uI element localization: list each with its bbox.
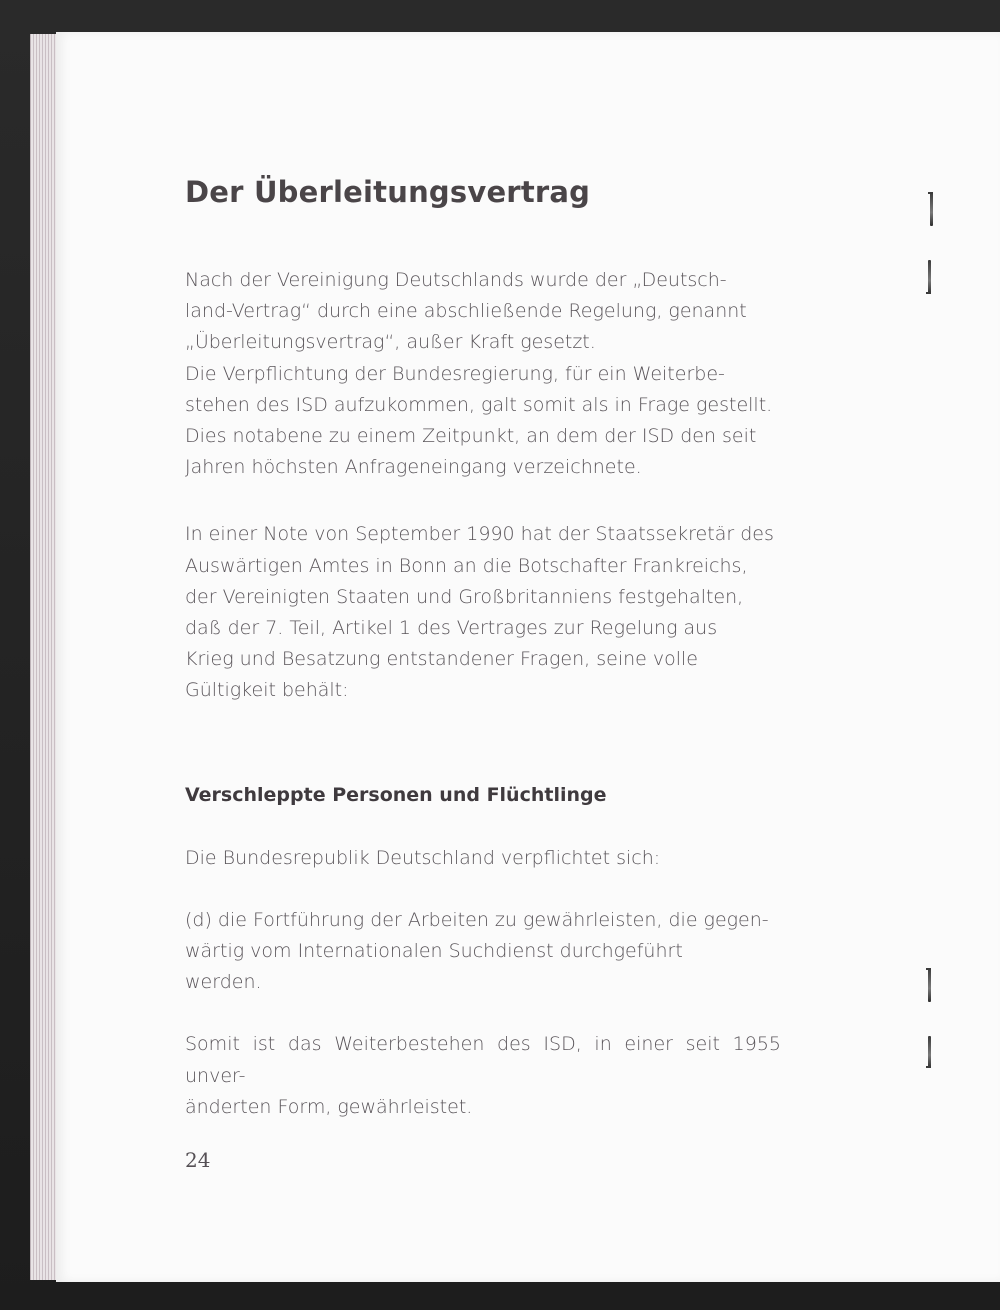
paragraph-1 [185, 265, 781, 483]
paragraph-line: Gültigkeit behält: [185, 679, 349, 702]
paragraph-line: Auswärtigen Amtes in Bonn an die Botschafter Frankreichs, [185, 554, 748, 577]
paragraph-line: wärtig vom Internationalen Suchdienst durchgeführt [185, 940, 683, 963]
paragraph-2 [185, 519, 781, 706]
paragraph-line: der Vereinigten Staaten und Großbritanniens festgehalten, [185, 585, 744, 608]
paragraph-line: Somit ist das Weiterbestehen des ISD, in einer seit 1955 unver- [185, 1033, 781, 1087]
paragraph-line: Krieg und Besatzung entstandener Fragen, seine volle [185, 648, 698, 671]
paragraph-line: änderten Form, gewährleistet. [185, 1095, 473, 1118]
staple-bottom-2 [928, 1036, 931, 1068]
paragraph-3 [185, 843, 781, 874]
section-subheading: Verschleppte Personen und Flüchtlinge [185, 783, 607, 806]
paragraph-line: daß der 7. Teil, Artikel 1 des Vertrages zur Regelung aus [185, 617, 718, 640]
paragraph-line: Dies notabene zu einem Zeitpunkt, an dem der ISD den seit [185, 425, 757, 448]
paragraph-line: Die Bundesrepublik Deutschland verpflichtet sich: [185, 846, 661, 869]
paragraph-line: werden. [185, 971, 262, 994]
page-content [185, 172, 781, 1123]
paragraph-line: Nach der Vereinigung Deutschlands wurde der „Deutsch- [185, 269, 727, 291]
paragraph-line: stehen des ISD aufzukommen, galt somit als in Frage gestellt. [185, 393, 773, 416]
paragraph-line: In einer Note von September 1990 hat der Staatssekretär des [185, 523, 774, 546]
paragraph-line: (d) die Fortführung der Arbeiten zu gewährleisten, die gegen- [185, 908, 769, 931]
document-page [56, 32, 1000, 1282]
staple-top-2 [928, 260, 931, 294]
paragraph-line: „Überleitungsvertrag“, außer Kraft gesetzt. [185, 331, 596, 354]
paragraph-5 [185, 1029, 781, 1123]
paragraph-line: Die Verpflichtung der Bundesregierung, für ein Weiterbe- [185, 362, 725, 385]
page-title: Der Überleitungsvertrag [185, 175, 591, 209]
staple-bottom-1 [928, 968, 931, 1002]
paragraph-4 [185, 905, 781, 999]
page-number: 24 [185, 1148, 211, 1172]
paragraph-line: Jahren höchsten Anfrageneingang verzeichnete. [185, 456, 642, 479]
staple-top-1 [930, 192, 933, 226]
paragraph-line: land-Vertrag“ durch eine abschließende Regelung, genannt [185, 300, 747, 323]
